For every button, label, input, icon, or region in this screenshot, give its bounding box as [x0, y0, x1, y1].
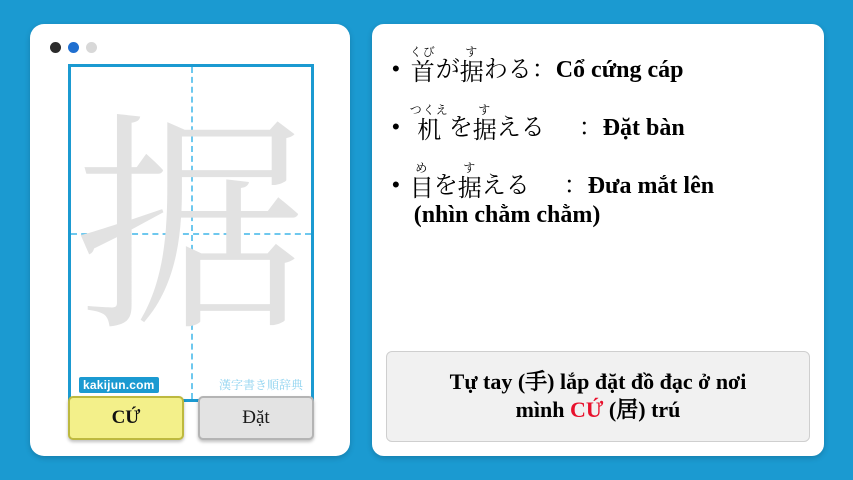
list-item — [386, 104, 810, 142]
example-body — [410, 46, 810, 84]
kanji-card — [30, 24, 350, 456]
mnemonic-line2-post: (居) trú — [603, 397, 681, 423]
examples-card — [372, 24, 824, 456]
kanji-base: 据 — [459, 58, 484, 86]
japanese-phrase — [410, 46, 810, 84]
kana-text: わる： — [483, 55, 556, 83]
mnemonic-line-1: Tự tay (手) lắp đặt đồ đạc ở nơi — [449, 368, 747, 394]
furigana: す — [478, 103, 492, 117]
vietnamese-translation: Đặt bàn — [602, 115, 685, 141]
kanji-character: 据 — [74, 93, 307, 364]
reading-button[interactable]: CỨ — [68, 396, 184, 440]
example-body — [410, 104, 810, 142]
ruby-group — [460, 46, 484, 84]
japanese-phrase — [410, 162, 810, 200]
furigana: つくえ — [409, 103, 449, 117]
kanji-base: 首 — [410, 58, 435, 86]
kanji-base: 目 — [409, 174, 434, 202]
kana-text: ： — [563, 171, 588, 199]
furigana: す — [463, 161, 477, 175]
kana-text: える — [496, 113, 545, 141]
meaning-button[interactable]: Đặt — [198, 396, 314, 440]
ruby-group — [410, 46, 436, 84]
kanji-writing-box — [68, 64, 314, 402]
bullet-icon: • — [392, 56, 400, 81]
kana-text: が — [435, 55, 460, 83]
bullet-icon: • — [392, 172, 400, 197]
window-dot-blue-icon — [68, 42, 79, 53]
kana-text: ： — [578, 113, 603, 141]
vietnamese-translation: Đưa mắt lên — [587, 173, 715, 199]
ruby-group — [410, 104, 449, 142]
example-list — [386, 46, 810, 229]
vietnamese-translation-line2: (nhìn chằm chằm) — [413, 202, 601, 228]
list-item — [386, 46, 810, 84]
vietnamese-translation: Cổ cứng cáp — [555, 57, 684, 83]
ruby-group — [410, 162, 434, 200]
furigana: め — [415, 161, 429, 175]
window-dot-grey-icon — [86, 42, 97, 53]
mnemonic-line2-pre: mình — [515, 397, 571, 423]
ruby-group — [458, 162, 482, 200]
example-body — [410, 162, 810, 229]
bullet-icon: • — [392, 114, 400, 139]
window-dot-dark-icon — [50, 42, 61, 53]
kana-text: える — [481, 171, 530, 199]
japanese-credit-label: 漢字書き順辞典 — [218, 378, 303, 392]
list-item — [386, 162, 810, 229]
window-controls — [50, 42, 97, 53]
site-credit-label: kakijun.com — [79, 377, 159, 393]
kanji-base: 据 — [457, 174, 482, 202]
furigana: くび — [409, 45, 436, 59]
mnemonic-highlight: CỨ — [570, 397, 604, 423]
mnemonic-note — [386, 351, 810, 442]
ruby-group — [473, 104, 497, 142]
mnemonic-line-2 — [399, 396, 797, 425]
kanji-base: 据 — [472, 116, 497, 144]
card-button-row — [68, 396, 314, 440]
kana-text: を — [433, 171, 458, 199]
kana-text: を — [448, 113, 473, 141]
kanji-base: 机 — [417, 116, 442, 144]
furigana: す — [465, 45, 479, 59]
japanese-phrase — [410, 104, 810, 142]
